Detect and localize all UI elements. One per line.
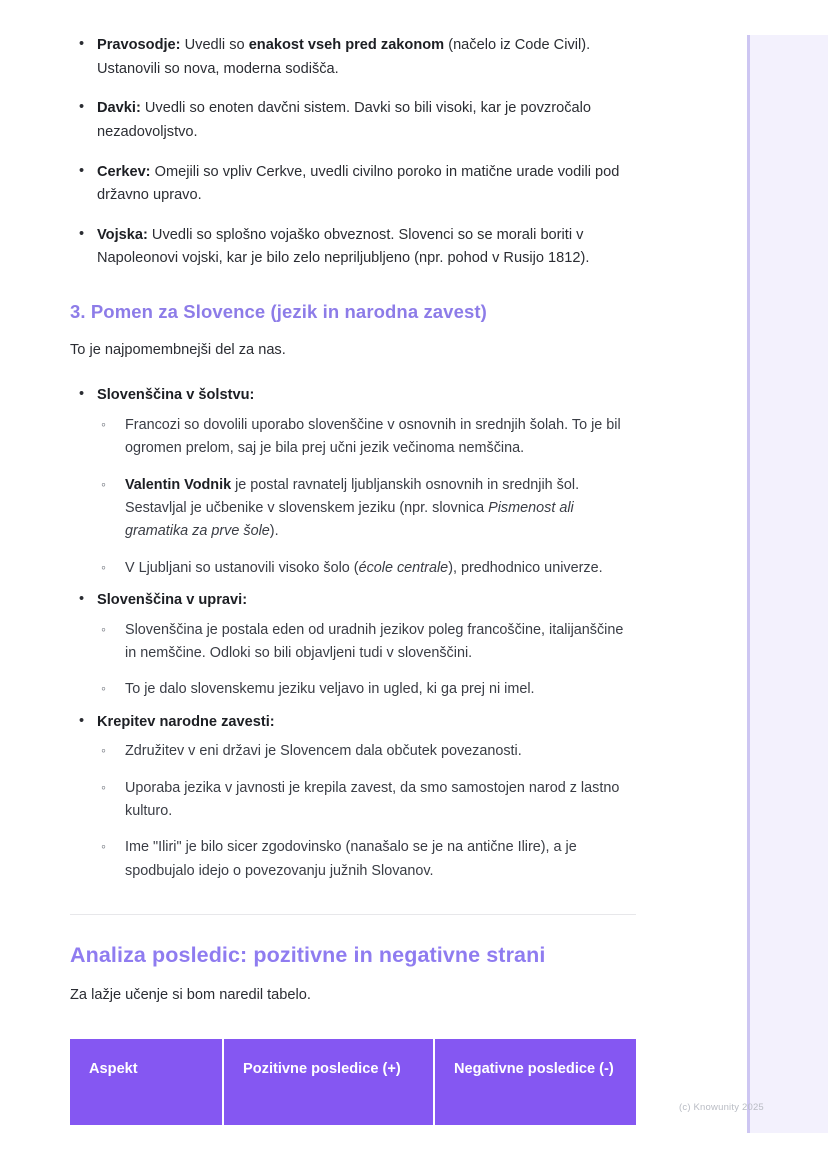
nested-list — [97, 619, 636, 702]
list-item — [70, 589, 636, 702]
watermark-label: (c) Knowunity 2025 — [679, 1102, 764, 1113]
list-item-term: Davki: — [97, 100, 141, 117]
list-item — [70, 224, 636, 271]
consequences-table-wrapper — [70, 1039, 636, 1125]
analysis-intro-paragraph: Za lažje učenje si bom naredil tabelo. — [70, 986, 311, 1003]
nested-list-item — [97, 836, 636, 883]
group-title: Krepitev narodne zavesti: — [97, 713, 275, 730]
text-run: Uvedli so — [180, 37, 249, 53]
list-item — [70, 384, 636, 580]
list-item-term: Pravosodje: — [97, 37, 181, 53]
bold-run: Valentin Vodnik — [125, 476, 232, 493]
section-intro-paragraph: To je najpomembnejši del za nas. — [70, 342, 286, 359]
list-item — [70, 711, 636, 883]
list-item-term: Cerkev: — [97, 163, 151, 180]
nested-list-item — [97, 678, 636, 701]
text-run: Uvedli so enoten davčni sistem. Davki so bili visoki, kar je povzročalo nezadovoljstvo. — [97, 100, 591, 140]
text-run: V Ljubljani so ustanovili visoko šolo ( — [125, 559, 359, 576]
nested-list-item — [97, 777, 636, 824]
top-bullet-section — [70, 34, 636, 271]
analysis-heading: Analiza posledic: pozitivne in negativne strani — [70, 942, 546, 967]
text-run: Uvedli so splošno vojaško obveznost. Slovenci so se morali boriti v Napoleonovi vojski, kar je bilo zelo nepriljubljeno (npr. pohod v Rusijo 1812). — [97, 226, 590, 267]
group-title: Slovenščina v upravi: — [97, 592, 248, 609]
top-bullet-list — [70, 34, 636, 271]
text-run: je postal ravnatelj ljubljanskih osnovnih in srednjih šol. Sestavljal je učbenike v slovenskem jeziku (npr. slovnica — [125, 476, 580, 517]
text-run: (načelo iz Code Civil). Ustanovili so nova, moderna sodišča. — [97, 37, 591, 77]
table-header-cell: Aspekt — [70, 1039, 224, 1125]
right-side-panel — [747, 35, 828, 1133]
text-run: Ime "Iliri" je bilo sicer zgodovinsko (nanašalo se je na antične Ilire), a je spodbujalo idejo o povezovanju južnih Slovanov. — [125, 839, 577, 879]
text-run: Francozi so dovolili uporabo slovenščine v osnovnih in srednjih šolah. To je bil ogromen prelom, saj je bila prej učni jezik večinoma nemščina. — [125, 417, 621, 457]
bold-run: enakost vseh pred zakonom — [248, 37, 445, 53]
italic-run: école centrale — [358, 559, 449, 576]
grouped-bullet-list — [70, 384, 636, 883]
text-run: Uporaba jezika v javnosti je krepila zavest, da smo samostojen narod z lastno kulturo. — [125, 779, 620, 819]
table-head — [70, 1039, 636, 1125]
list-item — [70, 161, 636, 208]
table-header-cell: Pozitivne posledice (+) — [224, 1039, 435, 1125]
nested-list-item — [97, 619, 636, 666]
text-run: ), predhodnico univerze. — [448, 559, 603, 576]
table-header-row — [70, 1039, 636, 1125]
nested-list-item — [97, 414, 636, 461]
italic-run: Pismenost ali gramatika za prve šole — [125, 500, 574, 540]
nested-list — [97, 740, 636, 883]
table-header-cell: Negativne posledice (-) — [435, 1039, 636, 1125]
nested-list-item — [97, 474, 636, 544]
consequences-table — [70, 1039, 636, 1125]
list-item — [70, 97, 636, 144]
text-run: Združitev v eni državi je Slovencem dala občutek povezanosti. — [125, 743, 522, 760]
analysis-block — [70, 943, 636, 1007]
list-item-term: Vojska: — [97, 226, 148, 243]
group-title: Slovenščina v šolstvu: — [97, 387, 255, 404]
text-run: ). — [269, 523, 279, 540]
section-3-block — [70, 301, 636, 362]
list-item — [70, 34, 636, 81]
nested-list — [97, 414, 636, 580]
grouped-list-section — [70, 384, 636, 883]
section-heading: 3. Pomen za Slovence (jezik in narodna zavest) — [70, 301, 487, 323]
nested-list-item — [97, 557, 636, 580]
text-run: Omejili so vpliv Cerkve, uvedli civilno poroko in matične urade vodili pod državno upravo. — [97, 163, 620, 204]
text-run: To je dalo slovenskemu jeziku veljavo in ugled, ki ga prej ni imel. — [125, 681, 535, 698]
text-run: Slovenščina je postala eden od uradnih jezikov poleg francoščine, italijanščine in nemščine. Odloki so bili objavljeni tudi v slovenščini. — [125, 621, 624, 662]
nested-list-item — [97, 740, 636, 763]
section-divider — [70, 914, 636, 915]
